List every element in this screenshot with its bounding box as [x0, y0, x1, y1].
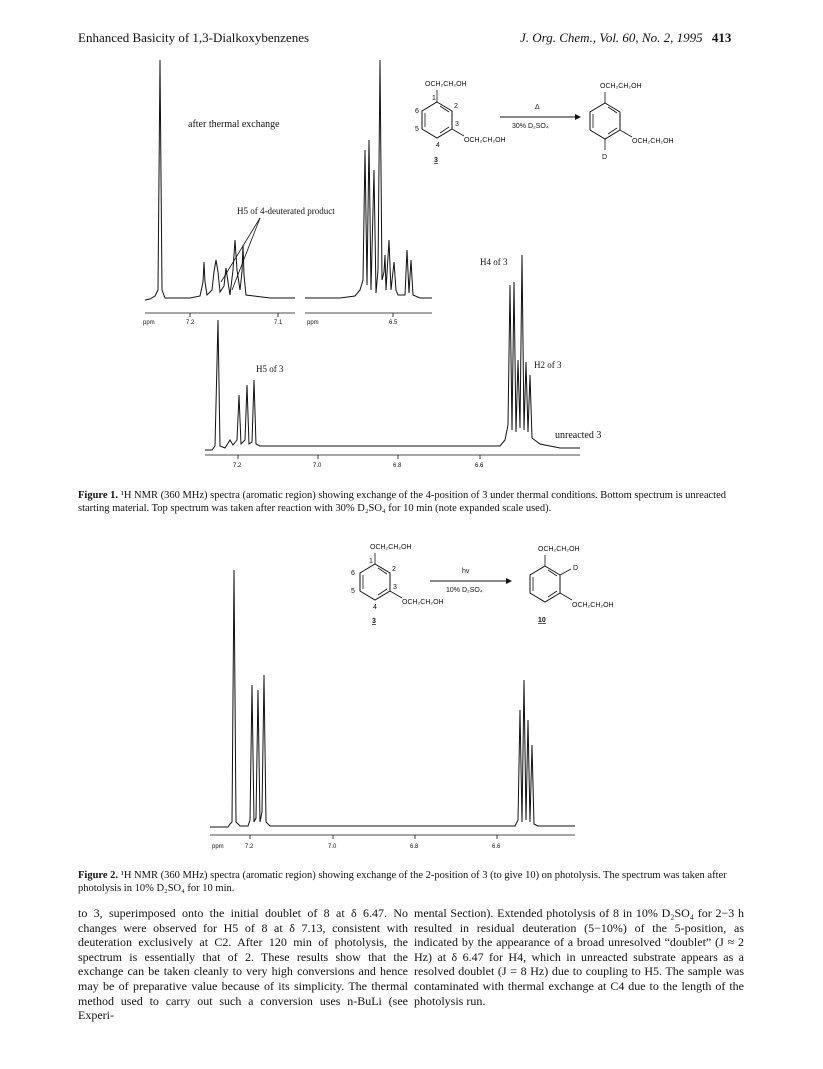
- tick-label: 7.0: [328, 844, 337, 850]
- substituent-label: OCH₂CH₂OH: [632, 138, 674, 145]
- substituent-label: OCH₂CH₂OH: [464, 137, 506, 144]
- annotation-label: H5 of 4-deuterated product: [237, 206, 335, 216]
- top-left-spectrum: [145, 60, 295, 300]
- svg-text:3: 3: [393, 584, 397, 591]
- tick-label: 7.2: [186, 320, 195, 326]
- page-number: 413: [711, 30, 732, 45]
- substituent-label: OCH₂CH₂OH: [425, 81, 467, 88]
- svg-text:2: 2: [392, 566, 396, 573]
- scheme-2-product: [530, 546, 614, 624]
- reagent-light: hv: [462, 568, 470, 575]
- panel-title: after thermal exchange: [188, 119, 280, 130]
- figure-2-spectrum: [210, 570, 575, 827]
- deuterium-label: D: [602, 154, 608, 161]
- body-text-right-column: mental Section). Extended photolysis of 8 in 10% D₂SO₄ for 2−3 h resulted in residual deuteration (5−10%) of the 5-position, as indicated by the appearance of a broad unresolved “doublet” (J ≈ 2 Hz) at δ 6.47 for H4, which in unreacted substrate appears as a resolved doublet (J = 8 Hz) due to coupling to H5. The sample was contaminated with thermal exchange at C4 due to the length of the photolysis run.: [414, 906, 744, 1008]
- svg-text:6: 6: [351, 570, 355, 577]
- scheme-2-reactant: [351, 544, 444, 625]
- svg-text:4: 4: [373, 604, 377, 611]
- label-h2: H2 of 3: [534, 360, 562, 370]
- reagent-acid: 30% D₂SO₄: [512, 123, 549, 130]
- svg-text:3: 3: [455, 121, 459, 128]
- figure-1: [0, 0, 823, 490]
- caption-text: ¹H NMR (360 MHz) spectra (aromatic region) showing exchange of the 2-position of 3 (to give 10) on photolysis. The spectrum was taken after photolysis in 10% D₂SO₄ for 10 min.: [78, 870, 727, 894]
- reagent-heat: Δ: [535, 104, 540, 111]
- deuterium-label: D: [573, 565, 579, 572]
- substituent-label: OCH₂CH₂OH: [538, 546, 580, 553]
- label-unreacted: unreacted 3: [555, 430, 602, 441]
- body-text-left-column: to 3, superimposed onto the initial doublet of 8 at δ 6.47. No changes were observed for H5 of 8 at δ 7.13, consistent with deuteration exclusively at C2. After 120 min of photolysis, the spectrum is essentially that of 2. These results show that the exchange can be taken cleanly to very high conversions and hence may be of preparative value because of its simplicity. The thermal method used to carry out such a conversion uses n-BuLi (see Experi-: [78, 906, 408, 1023]
- scheme-2-arrow: [430, 568, 512, 594]
- figure-1-caption: [78, 489, 746, 515]
- svg-text:5: 5: [415, 126, 419, 133]
- tick-label: 7.2: [233, 463, 242, 469]
- svg-text:5: 5: [351, 588, 355, 595]
- axis-ppm-label: ppm: [212, 844, 224, 850]
- figure-2-caption: [78, 869, 746, 895]
- svg-text:1: 1: [369, 558, 373, 565]
- bottom-spectrum: [205, 255, 580, 450]
- svg-text:4: 4: [436, 142, 440, 149]
- tick-label: 6.8: [410, 844, 419, 850]
- tick-label: 6.6: [492, 844, 501, 850]
- label-h4: H4 of 3: [480, 257, 508, 267]
- substituent-label: OCH₂CH₂OH: [572, 602, 614, 609]
- caption-label: Figure 1.: [78, 490, 119, 501]
- axis-ppm-label: ppm: [143, 320, 155, 326]
- scheme-1-arrow: [500, 104, 581, 130]
- axis-ppm-label: ppm: [307, 320, 319, 326]
- svg-text:1: 1: [432, 95, 436, 102]
- compound-number: 10: [538, 617, 546, 624]
- top-right-spectrum: [305, 60, 432, 298]
- running-head-title: Enhanced Basicity of 1,3-Dialkoxybenzenes: [78, 30, 310, 45]
- reagent-acid: 10% D₂SO₄: [446, 587, 483, 594]
- tick-label: 6.6: [475, 463, 484, 469]
- label-h5: H5 of 3: [256, 364, 284, 374]
- figure-2: [0, 530, 823, 865]
- annotation-pointer-lines: [221, 218, 260, 290]
- scheme-1-reactant: [415, 81, 506, 164]
- tick-label: 6.5: [389, 320, 398, 326]
- svg-text:6: 6: [415, 108, 419, 115]
- substituent-label: OCH₂CH₂OH: [600, 83, 642, 90]
- tick-label: 6.8: [393, 463, 402, 469]
- compound-number: 3: [372, 618, 376, 625]
- substituent-label: OCH₂CH₂OH: [370, 544, 412, 551]
- caption-text: ¹H NMR (360 MHz) spectra (aromatic region) showing exchange of the 4-position of 3 under thermal conditions. Bottom spectrum is unreacted starting material. Top spectrum was taken after reaction with 30% D₂SO₄ for 10 min (note expanded scale used).: [78, 490, 726, 514]
- svg-text:2: 2: [454, 103, 458, 110]
- scheme-1-product: [590, 83, 674, 161]
- substituent-label: OCH₂CH₂OH: [402, 599, 444, 606]
- compound-number: 3: [434, 157, 438, 164]
- caption-label: Figure 2.: [78, 870, 119, 881]
- journal-citation: J. Org. Chem., Vol. 60, No. 2, 1995: [520, 30, 703, 45]
- tick-label: 7.1: [274, 320, 283, 326]
- tick-label: 7.2: [245, 844, 254, 850]
- tick-label: 7.0: [313, 463, 322, 469]
